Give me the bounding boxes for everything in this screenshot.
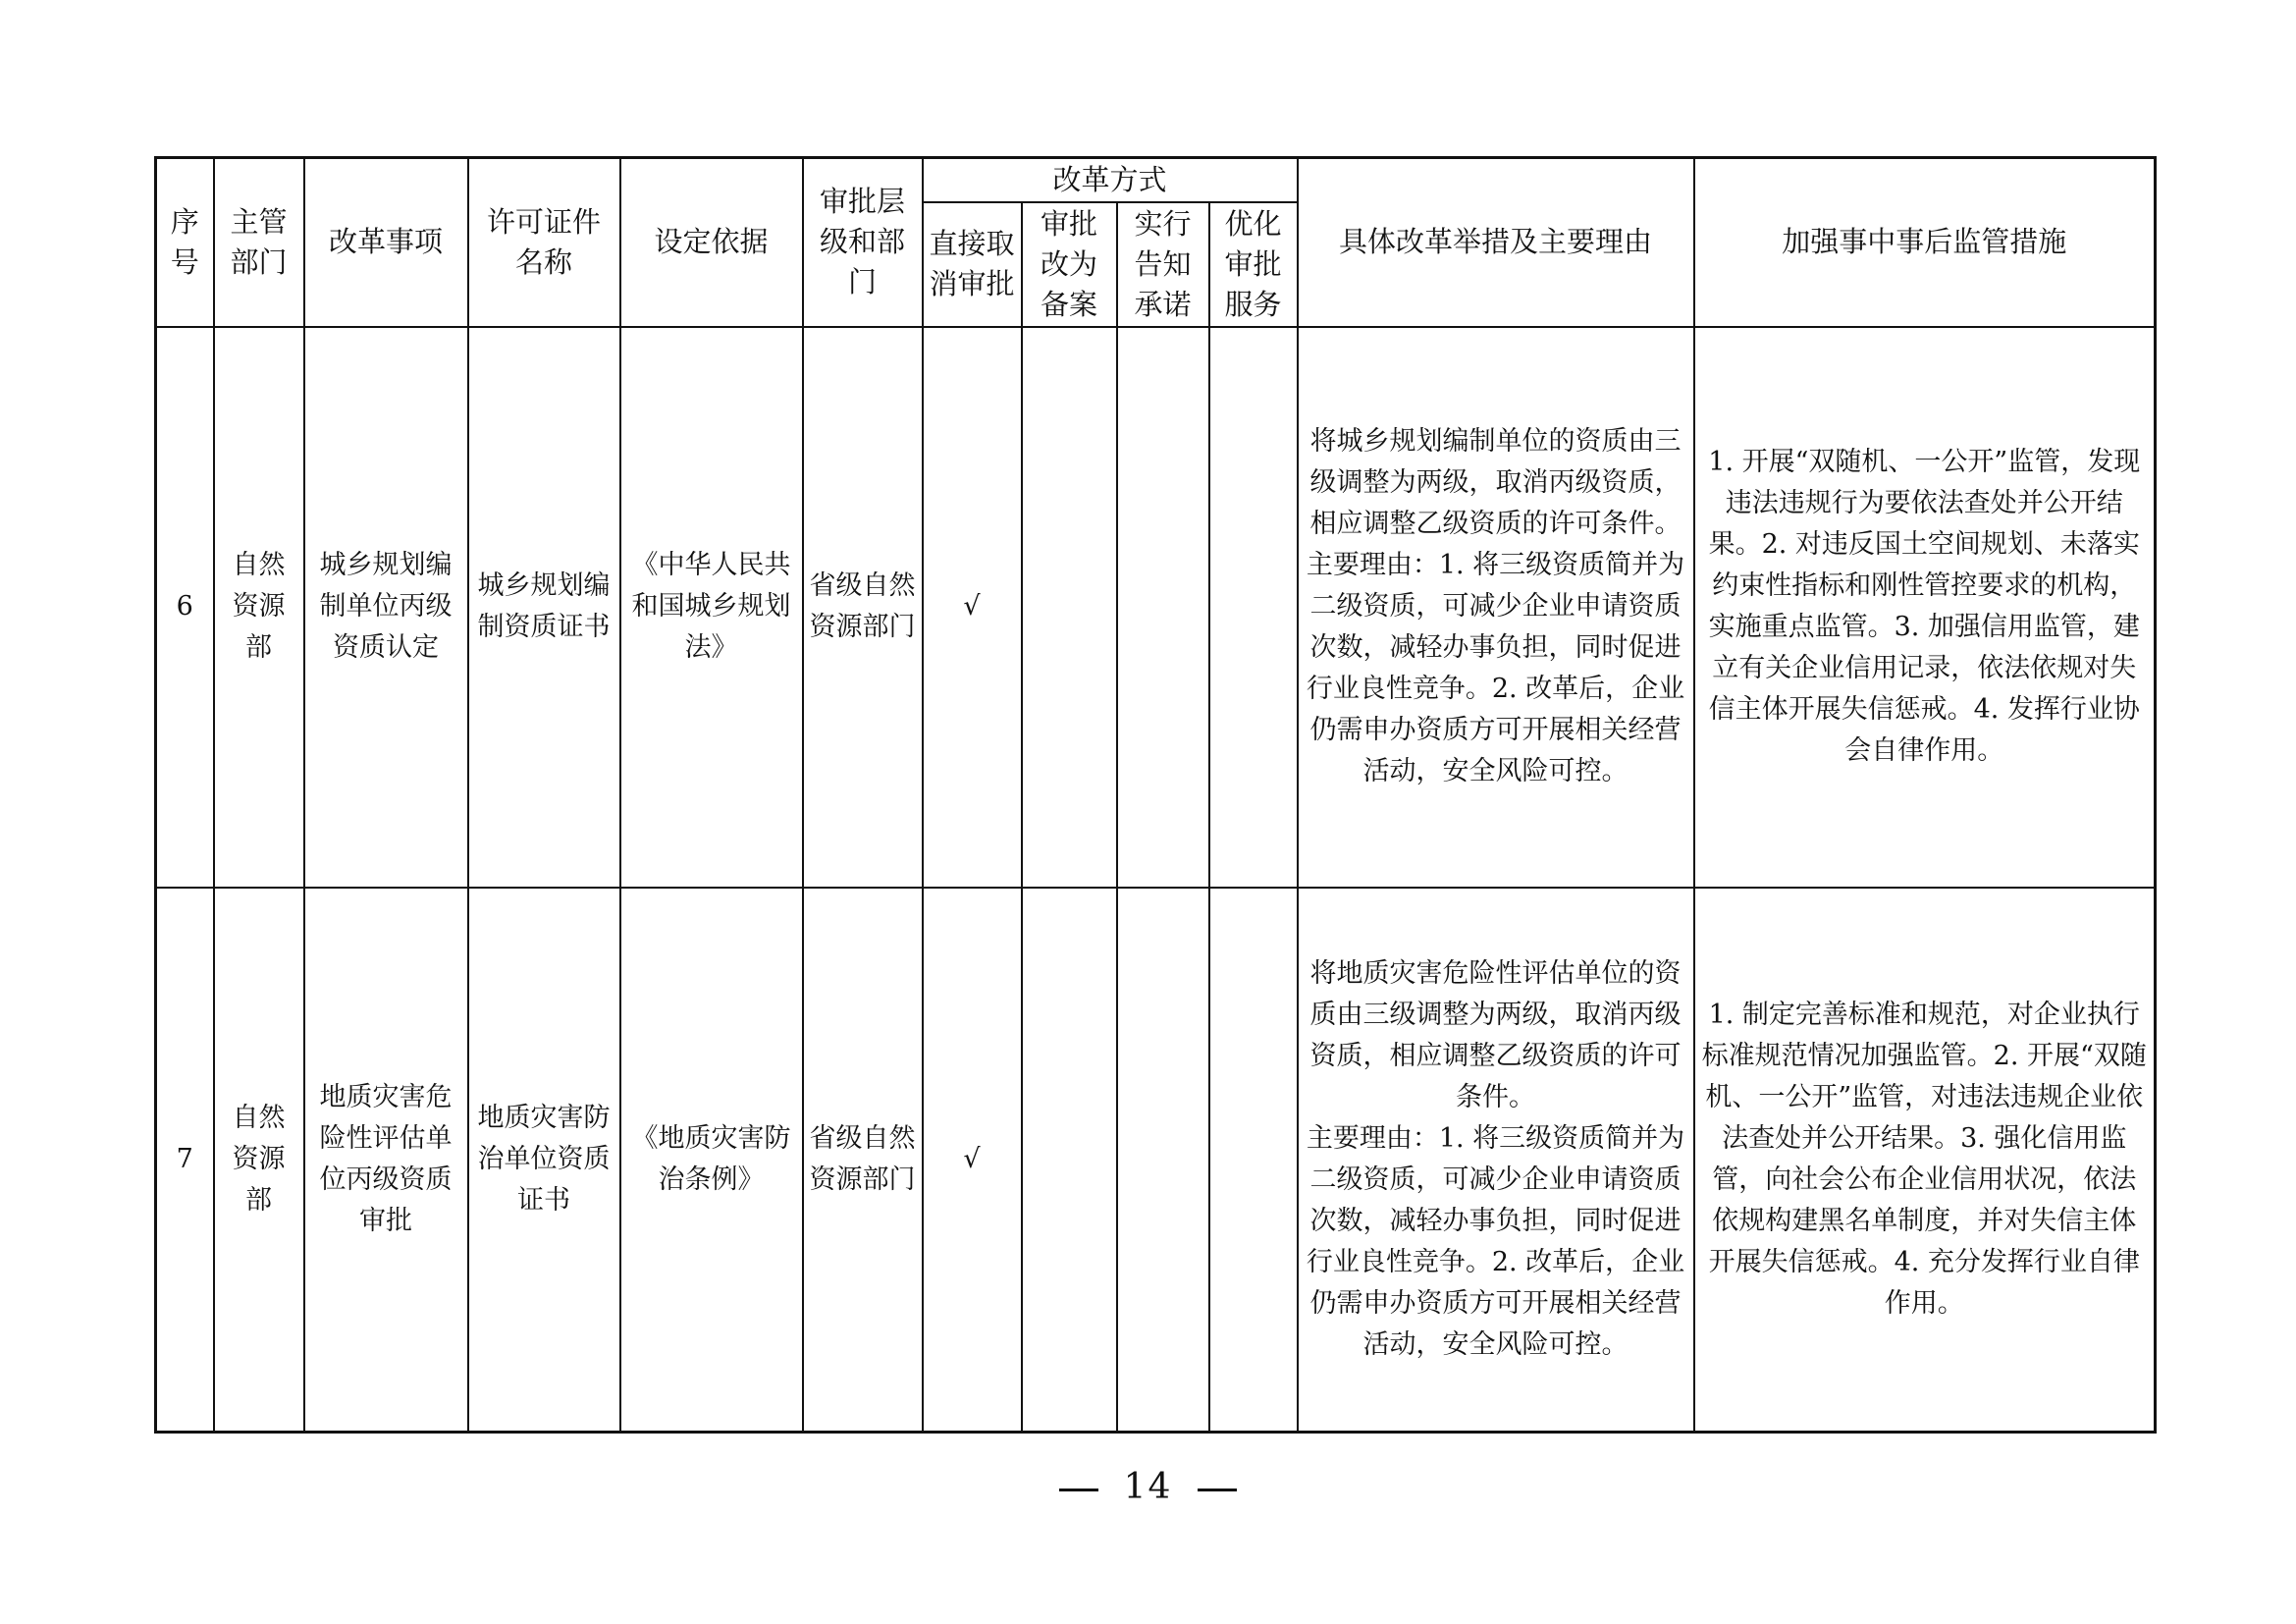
- row-item: 地质灾害危险性评估单位丙级资质审批: [304, 888, 468, 1433]
- page-footer: [0, 1467, 2296, 1507]
- row-license: 城乡规划编制资质证书: [468, 327, 620, 888]
- row-seq: 6: [156, 327, 214, 888]
- header-reform-mode: 改革方式: [923, 158, 1298, 202]
- row-supervision: 1. 制定完善标准和规范，对企业执行标准规范情况加强监管。2. 开展“双随机、一公开”监管，对违法违规企业依法查处并公开结果。3. 强化信用监管，向社会公布企业信用状况，依法依规构建黑名单制度，并对失信主体开展失信惩戒。4. 充分发挥行业自律作用。: [1694, 888, 2156, 1433]
- table-row: [156, 327, 2156, 888]
- row-item: 城乡规划编制单位丙级资质认定: [304, 327, 468, 888]
- table-row: [156, 888, 2156, 1433]
- row-optimize: [1209, 327, 1298, 888]
- row-level: 省级自然资源部门: [803, 327, 923, 888]
- row-measures-reason: 主要理由：1. 将三级资质简并为二级资质，可减少企业申请资质次数，减轻办事负担，同时促进行业良性竞争。2. 改革后，企业仍需申办资质方可开展相关经营活动，安全风险可控。: [1306, 1122, 1685, 1360]
- header-supervision: 加强事中事后监管措施: [1694, 158, 2156, 327]
- row-measures: [1298, 327, 1694, 888]
- header-mode-filing: 审批改为备案: [1022, 202, 1117, 327]
- header-level: 审批层级和部门: [803, 158, 923, 327]
- header-basis: 设定依据: [620, 158, 803, 327]
- page-number: 14: [1123, 1467, 1173, 1507]
- row-dept: 自然资源部: [214, 888, 304, 1433]
- row-cancel-check: √: [923, 888, 1022, 1433]
- header-license: 许可证件名称: [468, 158, 620, 327]
- header-dept: 主管部门: [214, 158, 304, 327]
- row-filing: [1022, 327, 1117, 888]
- footer-dash-right: [1198, 1489, 1237, 1491]
- row-measures-text: 将城乡规划编制单位的资质由三级调整为两级，取消丙级资质，相应调整乙级资质的许可条件。: [1309, 426, 1682, 539]
- row-seq: 7: [156, 888, 214, 1433]
- table-header: [156, 158, 2156, 327]
- row-measures-text: 将地质灾害危险性评估单位的资质由三级调整为两级，取消丙级资质，相应调整乙级资质的许可条件。: [1309, 957, 1682, 1112]
- row-notice: [1117, 327, 1209, 888]
- row-supervision: 1. 开展“双随机、一公开”监管，发现违法违规行为要依法查处并公开结果。2. 对违反国土空间规划、未落实约束性指标和刚性管控要求的机构，实施重点监管。3. 加强信用监管，建立有关企业信用记录，依法依规对失信主体开展失信惩戒。4. 发挥行业协会自律作用。: [1694, 327, 2156, 888]
- header-mode-notice: 实行告知承诺: [1117, 202, 1209, 327]
- row-measures: [1298, 888, 1694, 1433]
- row-measures-reason: 主要理由：1. 将三级资质简并为二级资质，可减少企业申请资质次数，减轻办事负担，同时促进行业良性竞争。2. 改革后，企业仍需申办资质方可开展相关经营活动，安全风险可控。: [1306, 550, 1685, 786]
- footer-dash-left: [1059, 1489, 1098, 1491]
- header-measures: 具体改革举措及主要理由: [1298, 158, 1694, 327]
- row-notice: [1117, 888, 1209, 1433]
- row-filing: [1022, 888, 1117, 1433]
- reform-table: [154, 156, 2157, 1434]
- header-mode-cancel: 直接取消审批: [923, 202, 1022, 327]
- row-cancel-check: √: [923, 327, 1022, 888]
- row-basis: 《中华人民共和国城乡规划法》: [620, 327, 803, 888]
- row-optimize: [1209, 888, 1298, 1433]
- header-mode-optimize: 优化审批服务: [1209, 202, 1298, 327]
- row-license: 地质灾害防治单位资质证书: [468, 888, 620, 1433]
- row-basis: 《地质灾害防治条例》: [620, 888, 803, 1433]
- header-seq: 序号: [156, 158, 214, 327]
- header-item: 改革事项: [304, 158, 468, 327]
- row-level: 省级自然资源部门: [803, 888, 923, 1433]
- row-dept: 自然资源部: [214, 327, 304, 888]
